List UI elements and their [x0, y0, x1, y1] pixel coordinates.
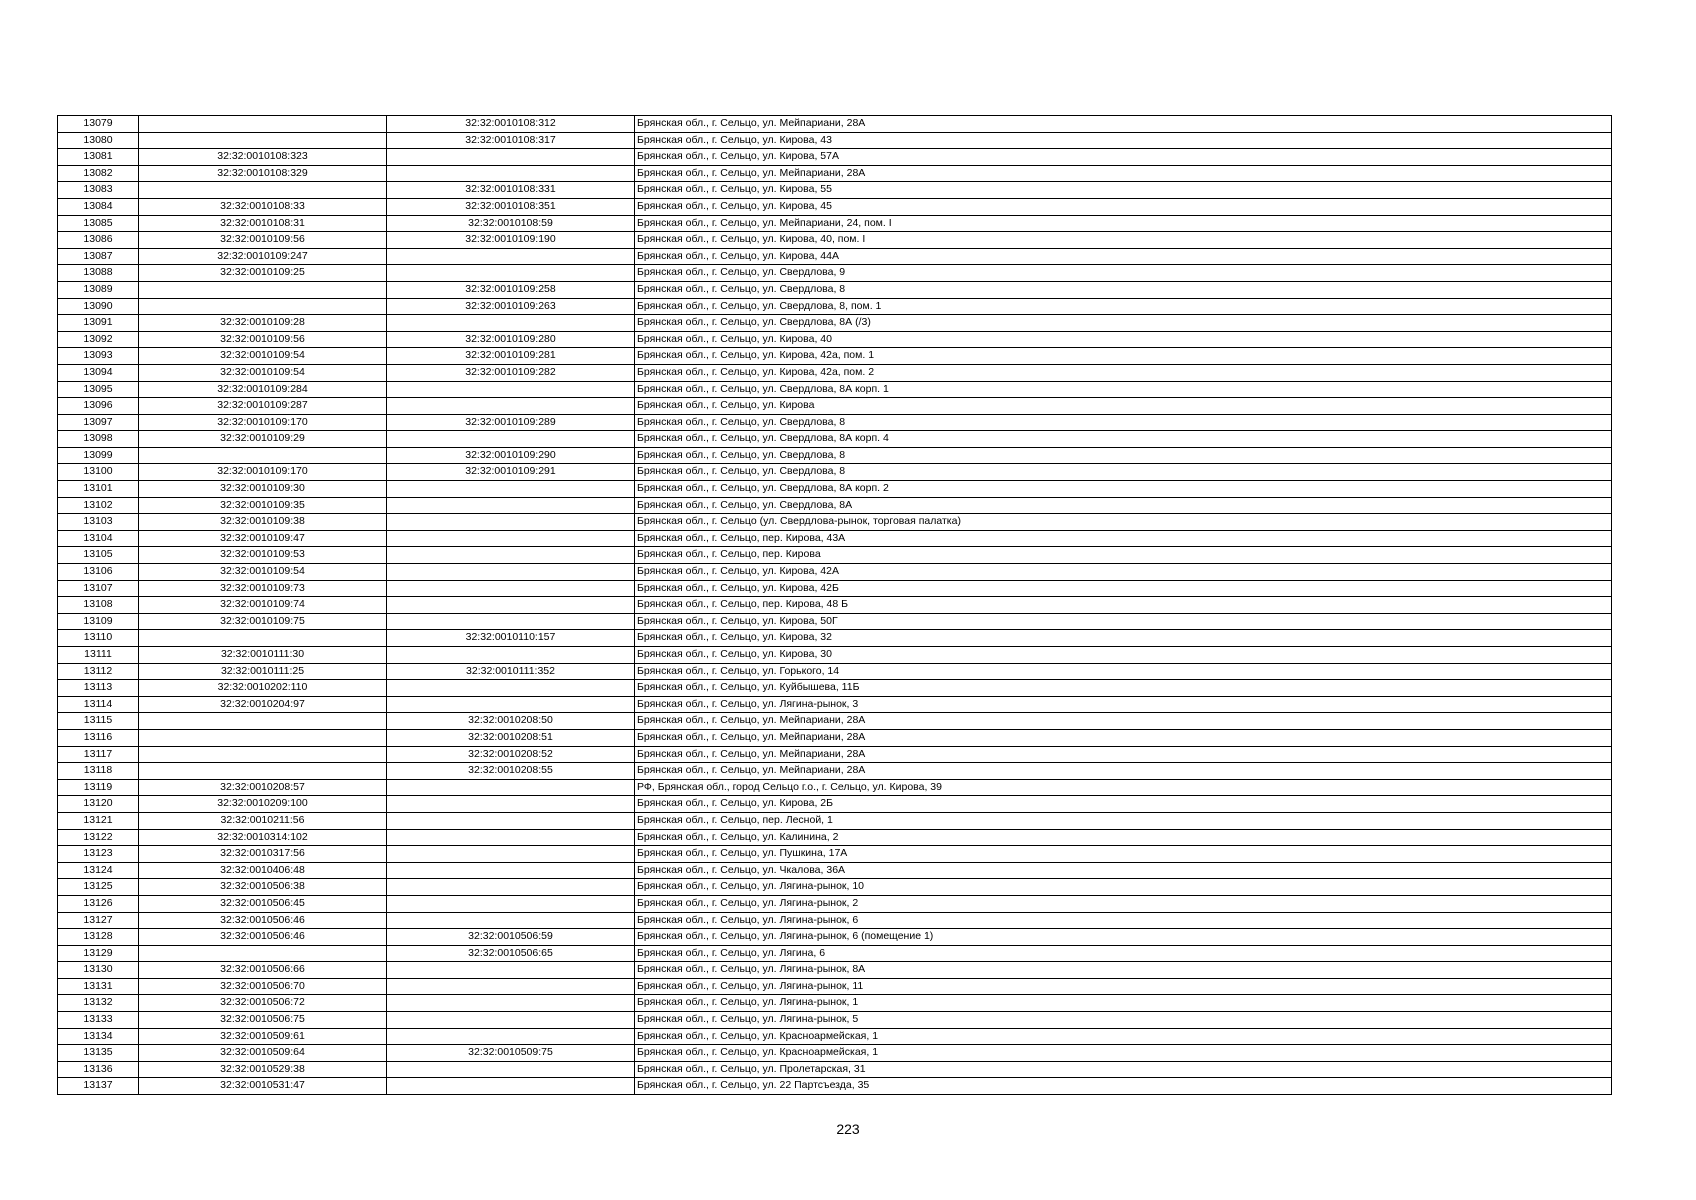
land-cadastral-number-cell: 32:32:0010109:170: [139, 414, 387, 431]
building-cadastral-number-cell: 32:32:0010109:190: [387, 232, 635, 249]
building-cadastral-number-cell: [387, 862, 635, 879]
row-number-cell: 13119: [58, 779, 139, 796]
land-cadastral-number-cell: 32:32:0010108:329: [139, 165, 387, 182]
table-row: [58, 165, 1612, 182]
table-row: [58, 895, 1612, 912]
land-cadastral-number-cell: 32:32:0010209:100: [139, 796, 387, 813]
row-number-cell: 13126: [58, 895, 139, 912]
building-cadastral-number-cell: [387, 613, 635, 630]
address-cell: Брянская обл., г. Сельцо, ул. Лягина-рынок, 11: [635, 978, 1612, 995]
row-number-cell: 13117: [58, 746, 139, 763]
land-cadastral-number-cell: [139, 447, 387, 464]
table-row: [58, 663, 1612, 680]
land-cadastral-number-cell: [139, 281, 387, 298]
address-cell: Брянская обл., г. Сельцо, ул. Кирова, 42А: [635, 564, 1612, 581]
building-cadastral-number-cell: 32:32:0010109:281: [387, 348, 635, 365]
land-cadastral-number-cell: 32:32:0010108:33: [139, 198, 387, 215]
land-cadastral-number-cell: 32:32:0010506:66: [139, 962, 387, 979]
address-cell: Брянская обл., г. Сельцо, ул. Пушкина, 17А: [635, 846, 1612, 863]
address-cell: Брянская обл., г. Сельцо, ул. Лягина-рынок, 5: [635, 1012, 1612, 1029]
building-cadastral-number-cell: 32:32:0010108:351: [387, 198, 635, 215]
land-cadastral-number-cell: [139, 729, 387, 746]
row-number-cell: 13102: [58, 497, 139, 514]
address-cell: Брянская обл., г. Сельцо, ул. Кирова, 45: [635, 198, 1612, 215]
address-cell: Брянская обл., г. Сельцо, ул. Чкалова, 36А: [635, 862, 1612, 879]
table-row: [58, 1078, 1612, 1095]
address-cell: Брянская обл., г. Сельцо, ул. Лягина-рынок, 8А: [635, 962, 1612, 979]
row-number-cell: 13120: [58, 796, 139, 813]
address-cell: Брянская обл., г. Сельцо, ул. Красноармейская, 1: [635, 1045, 1612, 1062]
building-cadastral-number-cell: 32:32:0010109:290: [387, 447, 635, 464]
building-cadastral-number-cell: [387, 315, 635, 332]
address-cell: Брянская обл., г. Сельцо, ул. Кирова, 42а, пом. 1: [635, 348, 1612, 365]
building-cadastral-number-cell: 32:32:0010109:282: [387, 364, 635, 381]
table-row: [58, 597, 1612, 614]
row-number-cell: 13134: [58, 1028, 139, 1045]
address-cell: Брянская обл., г. Сельцо, ул. Мейпариани, 28А: [635, 165, 1612, 182]
table-row: [58, 381, 1612, 398]
table-row: [58, 514, 1612, 531]
table-row: [58, 763, 1612, 780]
address-cell: Брянская обл., г. Сельцо, ул. Калинина, 2: [635, 829, 1612, 846]
table-row: [58, 746, 1612, 763]
table-row: [58, 1012, 1612, 1029]
address-cell: Брянская обл., г. Сельцо, пер. Кирова, 48 Б: [635, 597, 1612, 614]
land-cadastral-number-cell: 32:32:0010202:110: [139, 680, 387, 697]
address-cell: Брянская обл., г. Сельцо, ул. Свердлова, 8А: [635, 497, 1612, 514]
land-cadastral-number-cell: 32:32:0010506:45: [139, 895, 387, 912]
table-row: [58, 132, 1612, 149]
table-row: [58, 364, 1612, 381]
table-row: [58, 912, 1612, 929]
building-cadastral-number-cell: 32:32:0010208:55: [387, 763, 635, 780]
row-number-cell: 13091: [58, 315, 139, 332]
row-number-cell: 13086: [58, 232, 139, 249]
building-cadastral-number-cell: 32:32:0010109:289: [387, 414, 635, 431]
row-number-cell: 13116: [58, 729, 139, 746]
address-cell: РФ, Брянская обл., город Сельцо г.о., г. Сельцо, ул. Кирова, 39: [635, 779, 1612, 796]
building-cadastral-number-cell: 32:32:0010108:59: [387, 215, 635, 232]
building-cadastral-number-cell: 32:32:0010506:65: [387, 945, 635, 962]
row-number-cell: 13095: [58, 381, 139, 398]
table-row: [58, 680, 1612, 697]
land-cadastral-number-cell: 32:32:0010317:56: [139, 846, 387, 863]
building-cadastral-number-cell: [387, 829, 635, 846]
building-cadastral-number-cell: 32:32:0010109:280: [387, 331, 635, 348]
row-number-cell: 13092: [58, 331, 139, 348]
row-number-cell: 13087: [58, 248, 139, 265]
row-number-cell: 13100: [58, 464, 139, 481]
building-cadastral-number-cell: [387, 381, 635, 398]
building-cadastral-number-cell: [387, 149, 635, 166]
land-cadastral-number-cell: 32:32:0010109:284: [139, 381, 387, 398]
building-cadastral-number-cell: [387, 398, 635, 415]
row-number-cell: 13137: [58, 1078, 139, 1095]
table-row: [58, 696, 1612, 713]
row-number-cell: 13136: [58, 1061, 139, 1078]
row-number-cell: 13103: [58, 514, 139, 531]
land-cadastral-number-cell: 32:32:0010509:61: [139, 1028, 387, 1045]
address-cell: Брянская обл., г. Сельцо, ул. Кирова, 32: [635, 630, 1612, 647]
land-cadastral-number-cell: 32:32:0010108:31: [139, 215, 387, 232]
table-row: [58, 978, 1612, 995]
row-number-cell: 13115: [58, 713, 139, 730]
land-cadastral-number-cell: 32:32:0010531:47: [139, 1078, 387, 1095]
table-row: [58, 198, 1612, 215]
row-number-cell: 13127: [58, 912, 139, 929]
row-number-cell: 13123: [58, 846, 139, 863]
row-number-cell: 13110: [58, 630, 139, 647]
row-number-cell: 13129: [58, 945, 139, 962]
land-cadastral-number-cell: [139, 763, 387, 780]
row-number-cell: 13084: [58, 198, 139, 215]
address-cell: Брянская обл., г. Сельцо, ул. Мейпариани, 28А: [635, 746, 1612, 763]
row-number-cell: 13109: [58, 613, 139, 630]
table-row: [58, 431, 1612, 448]
building-cadastral-number-cell: [387, 1012, 635, 1029]
land-cadastral-number-cell: 32:32:0010109:74: [139, 597, 387, 614]
land-cadastral-number-cell: 32:32:0010109:30: [139, 481, 387, 498]
building-cadastral-number-cell: [387, 514, 635, 531]
land-cadastral-number-cell: 32:32:0010506:38: [139, 879, 387, 896]
row-number-cell: 13079: [58, 116, 139, 133]
table-row: [58, 1045, 1612, 1062]
row-number-cell: 13112: [58, 663, 139, 680]
row-number-cell: 13122: [58, 829, 139, 846]
table-row: [58, 547, 1612, 564]
address-cell: Брянская обл., г. Сельцо, ул. Горького, 14: [635, 663, 1612, 680]
building-cadastral-number-cell: 32:32:0010506:59: [387, 929, 635, 946]
building-cadastral-number-cell: [387, 680, 635, 697]
address-cell: Брянская обл., г. Сельцо, ул. Кирова, 2Б: [635, 796, 1612, 813]
land-cadastral-number-cell: 32:32:0010108:323: [139, 149, 387, 166]
table-row: [58, 414, 1612, 431]
row-number-cell: 13133: [58, 1012, 139, 1029]
row-number-cell: 13128: [58, 929, 139, 946]
address-cell: Брянская обл., г. Сельцо, ул. Кирова, 40, пом. I: [635, 232, 1612, 249]
land-cadastral-number-cell: 32:32:0010111:30: [139, 647, 387, 664]
row-number-cell: 13080: [58, 132, 139, 149]
building-cadastral-number-cell: 32:32:0010109:291: [387, 464, 635, 481]
address-cell: Брянская обл., г. Сельцо, ул. Лягина, 6: [635, 945, 1612, 962]
land-cadastral-number-cell: [139, 298, 387, 315]
table-row: [58, 862, 1612, 879]
row-number-cell: 13089: [58, 281, 139, 298]
building-cadastral-number-cell: 32:32:0010108:317: [387, 132, 635, 149]
building-cadastral-number-cell: 32:32:0010109:258: [387, 281, 635, 298]
row-number-cell: 13106: [58, 564, 139, 581]
land-cadastral-number-cell: 32:32:0010109:54: [139, 364, 387, 381]
table-row: [58, 729, 1612, 746]
land-cadastral-number-cell: 32:32:0010406:48: [139, 862, 387, 879]
row-number-cell: 13118: [58, 763, 139, 780]
row-number-cell: 13101: [58, 481, 139, 498]
address-cell: Брянская обл., г. Сельцо, ул. Кирова, 57А: [635, 149, 1612, 166]
building-cadastral-number-cell: 32:32:0010108:312: [387, 116, 635, 133]
row-number-cell: 13107: [58, 580, 139, 597]
land-cadastral-number-cell: 32:32:0010109:73: [139, 580, 387, 597]
address-cell: Брянская обл., г. Сельцо, ул. Свердлова, 8А корп. 1: [635, 381, 1612, 398]
building-cadastral-number-cell: [387, 1061, 635, 1078]
address-cell: Брянская обл., г. Сельцо, ул. Свердлова, 8А (/3): [635, 315, 1612, 332]
building-cadastral-number-cell: 32:32:0010111:352: [387, 663, 635, 680]
row-number-cell: 13135: [58, 1045, 139, 1062]
address-cell: Брянская обл., г. Сельцо, ул. Мейпариани, 24, пом. I: [635, 215, 1612, 232]
land-cadastral-number-cell: 32:32:0010109:170: [139, 464, 387, 481]
address-cell: Брянская обл., г. Сельцо, ул. Кирова, 42а, пом. 2: [635, 364, 1612, 381]
address-cell: Брянская обл., г. Сельцо, ул. Свердлова, 8, пом. 1: [635, 298, 1612, 315]
address-cell: Брянская обл., г. Сельцо, ул. Лягина-рынок, 2: [635, 895, 1612, 912]
land-cadastral-number-cell: 32:32:0010111:25: [139, 663, 387, 680]
address-cell: Брянская обл., г. Сельцо, ул. Кирова, 55: [635, 182, 1612, 199]
address-cell: Брянская обл., г. Сельцо, ул. Кирова, 40: [635, 331, 1612, 348]
table-row: [58, 398, 1612, 415]
row-number-cell: 13124: [58, 862, 139, 879]
building-cadastral-number-cell: [387, 265, 635, 282]
address-cell: Брянская обл., г. Сельцо, ул. Лягина-рынок, 3: [635, 696, 1612, 713]
registry-table-body: [58, 116, 1612, 1095]
row-number-cell: 13098: [58, 431, 139, 448]
address-cell: Брянская обл., г. Сельцо, ул. Пролетарская, 31: [635, 1061, 1612, 1078]
row-number-cell: 13105: [58, 547, 139, 564]
table-row: [58, 580, 1612, 597]
land-cadastral-number-cell: 32:32:0010109:29: [139, 431, 387, 448]
row-number-cell: 13088: [58, 265, 139, 282]
address-cell: Брянская обл., г. Сельцо, ул. Мейпариани, 28А: [635, 729, 1612, 746]
table-row: [58, 298, 1612, 315]
building-cadastral-number-cell: [387, 431, 635, 448]
land-cadastral-number-cell: 32:32:0010109:56: [139, 232, 387, 249]
table-row: [58, 481, 1612, 498]
table-row: [58, 232, 1612, 249]
land-cadastral-number-cell: 32:32:0010509:64: [139, 1045, 387, 1062]
table-row: [58, 829, 1612, 846]
building-cadastral-number-cell: [387, 564, 635, 581]
address-cell: Брянская обл., г. Сельцо, ул. Лягина-рынок, 6 (помещение 1): [635, 929, 1612, 946]
table-row: [58, 1061, 1612, 1078]
land-cadastral-number-cell: [139, 182, 387, 199]
table-row: [58, 779, 1612, 796]
building-cadastral-number-cell: 32:32:0010509:75: [387, 1045, 635, 1062]
row-number-cell: 13114: [58, 696, 139, 713]
building-cadastral-number-cell: [387, 796, 635, 813]
table-row: [58, 796, 1612, 813]
land-cadastral-number-cell: 32:32:0010204:97: [139, 696, 387, 713]
address-cell: Брянская обл., г. Сельцо, ул. Свердлова, 8: [635, 464, 1612, 481]
table-row: [58, 630, 1612, 647]
building-cadastral-number-cell: [387, 165, 635, 182]
table-row: [58, 713, 1612, 730]
row-number-cell: 13104: [58, 530, 139, 547]
building-cadastral-number-cell: [387, 597, 635, 614]
address-cell: Брянская обл., г. Сельцо, ул. Свердлова, 9: [635, 265, 1612, 282]
land-cadastral-number-cell: 32:32:0010109:247: [139, 248, 387, 265]
land-cadastral-number-cell: 32:32:0010314:102: [139, 829, 387, 846]
building-cadastral-number-cell: [387, 248, 635, 265]
land-cadastral-number-cell: 32:32:0010506:75: [139, 1012, 387, 1029]
address-cell: Брянская обл., г. Сельцо, ул. Кирова, 50Г: [635, 613, 1612, 630]
building-cadastral-number-cell: 32:32:0010208:52: [387, 746, 635, 763]
address-cell: Брянская обл., г. Сельцо, ул. Кирова, 44А: [635, 248, 1612, 265]
table-row: [58, 315, 1612, 332]
row-number-cell: 13090: [58, 298, 139, 315]
land-cadastral-number-cell: 32:32:0010109:56: [139, 331, 387, 348]
land-cadastral-number-cell: 32:32:0010109:53: [139, 547, 387, 564]
land-cadastral-number-cell: 32:32:0010109:54: [139, 564, 387, 581]
address-cell: Брянская обл., г. Сельцо, ул. Свердлова, 8А корп. 2: [635, 481, 1612, 498]
building-cadastral-number-cell: [387, 779, 635, 796]
building-cadastral-number-cell: [387, 879, 635, 896]
land-cadastral-number-cell: [139, 630, 387, 647]
table-row: [58, 348, 1612, 365]
building-cadastral-number-cell: [387, 647, 635, 664]
land-cadastral-number-cell: 32:32:0010506:70: [139, 978, 387, 995]
building-cadastral-number-cell: [387, 530, 635, 547]
row-number-cell: 13111: [58, 647, 139, 664]
table-row: [58, 281, 1612, 298]
row-number-cell: 13096: [58, 398, 139, 415]
building-cadastral-number-cell: [387, 497, 635, 514]
table-row: [58, 1028, 1612, 1045]
row-number-cell: 13099: [58, 447, 139, 464]
row-number-cell: 13130: [58, 962, 139, 979]
row-number-cell: 13131: [58, 978, 139, 995]
building-cadastral-number-cell: [387, 895, 635, 912]
address-cell: Брянская обл., г. Сельцо, ул. Куйбышева, 11Б: [635, 680, 1612, 697]
building-cadastral-number-cell: [387, 547, 635, 564]
address-cell: Брянская обл., г. Сельцо, ул. Свердлова, 8: [635, 281, 1612, 298]
land-cadastral-number-cell: 32:32:0010211:56: [139, 812, 387, 829]
land-cadastral-number-cell: [139, 746, 387, 763]
building-cadastral-number-cell: [387, 696, 635, 713]
table-row: [58, 879, 1612, 896]
building-cadastral-number-cell: [387, 978, 635, 995]
building-cadastral-number-cell: [387, 962, 635, 979]
address-cell: Брянская обл., г. Сельцо, пер. Кирова: [635, 547, 1612, 564]
address-cell: Брянская обл., г. Сельцо, пер. Кирова, 43А: [635, 530, 1612, 547]
building-cadastral-number-cell: [387, 1078, 635, 1095]
building-cadastral-number-cell: 32:32:0010110:157: [387, 630, 635, 647]
address-cell: Брянская обл., г. Сельцо, ул. Лягина-рынок, 6: [635, 912, 1612, 929]
address-cell: Брянская обл., г. Сельцо (ул. Свердлова-рынок, торговая палатка): [635, 514, 1612, 531]
address-cell: Брянская обл., г. Сельцо, ул. 22 Партсъезда, 35: [635, 1078, 1612, 1095]
building-cadastral-number-cell: [387, 1028, 635, 1045]
table-row: [58, 116, 1612, 133]
table-row: [58, 248, 1612, 265]
table-row: [58, 613, 1612, 630]
land-cadastral-number-cell: 32:32:0010109:47: [139, 530, 387, 547]
land-cadastral-number-cell: 32:32:0010109:28: [139, 315, 387, 332]
building-cadastral-number-cell: [387, 580, 635, 597]
building-cadastral-number-cell: [387, 812, 635, 829]
building-cadastral-number-cell: 32:32:0010109:263: [387, 298, 635, 315]
row-number-cell: 13082: [58, 165, 139, 182]
row-number-cell: 13094: [58, 364, 139, 381]
address-cell: Брянская обл., г. Сельцо, ул. Свердлова, 8А корп. 4: [635, 431, 1612, 448]
building-cadastral-number-cell: 32:32:0010108:331: [387, 182, 635, 199]
row-number-cell: 13083: [58, 182, 139, 199]
table-row: [58, 215, 1612, 232]
page-number: 223: [836, 1121, 860, 1137]
registry-table: [57, 115, 1612, 1095]
land-cadastral-number-cell: 32:32:0010506:46: [139, 912, 387, 929]
table-row: [58, 929, 1612, 946]
land-cadastral-number-cell: 32:32:0010109:35: [139, 497, 387, 514]
row-number-cell: 13085: [58, 215, 139, 232]
building-cadastral-number-cell: [387, 846, 635, 863]
table-row: [58, 530, 1612, 547]
table-row: [58, 265, 1612, 282]
building-cadastral-number-cell: 32:32:0010208:51: [387, 729, 635, 746]
table-row: [58, 464, 1612, 481]
address-cell: Брянская обл., г. Сельцо, ул. Кирова, 43: [635, 132, 1612, 149]
row-number-cell: 13121: [58, 812, 139, 829]
address-cell: Брянская обл., г. Сельцо, ул. Свердлова, 8: [635, 447, 1612, 464]
building-cadastral-number-cell: [387, 995, 635, 1012]
row-number-cell: 13108: [58, 597, 139, 614]
address-cell: Брянская обл., г. Сельцо, пер. Лесной, 1: [635, 812, 1612, 829]
row-number-cell: 13113: [58, 680, 139, 697]
table-row: [58, 149, 1612, 166]
table-row: [58, 331, 1612, 348]
address-cell: Брянская обл., г. Сельцо, ул. Мейпариани, 28А: [635, 116, 1612, 133]
land-cadastral-number-cell: 32:32:0010109:54: [139, 348, 387, 365]
address-cell: Брянская обл., г. Сельцо, ул. Лягина-рынок, 10: [635, 879, 1612, 896]
land-cadastral-number-cell: 32:32:0010208:57: [139, 779, 387, 796]
table-row: [58, 962, 1612, 979]
address-cell: Брянская обл., г. Сельцо, ул. Кирова, 42Б: [635, 580, 1612, 597]
table-row: [58, 995, 1612, 1012]
land-cadastral-number-cell: 32:32:0010529:38: [139, 1061, 387, 1078]
table-row: [58, 945, 1612, 962]
address-cell: Брянская обл., г. Сельцо, ул. Мейпариани, 28А: [635, 763, 1612, 780]
table-row: [58, 447, 1612, 464]
row-number-cell: 13097: [58, 414, 139, 431]
address-cell: Брянская обл., г. Сельцо, ул. Мейпариани, 28А: [635, 713, 1612, 730]
table-row: [58, 647, 1612, 664]
land-cadastral-number-cell: 32:32:0010506:46: [139, 929, 387, 946]
address-cell: Брянская обл., г. Сельцо, ул. Кирова: [635, 398, 1612, 415]
table-row: [58, 812, 1612, 829]
address-cell: Брянская обл., г. Сельцо, ул. Красноармейская, 1: [635, 1028, 1612, 1045]
building-cadastral-number-cell: [387, 481, 635, 498]
table-row: [58, 846, 1612, 863]
building-cadastral-number-cell: 32:32:0010208:50: [387, 713, 635, 730]
land-cadastral-number-cell: 32:32:0010109:287: [139, 398, 387, 415]
row-number-cell: 13093: [58, 348, 139, 365]
row-number-cell: 13132: [58, 995, 139, 1012]
row-number-cell: 13125: [58, 879, 139, 896]
land-cadastral-number-cell: [139, 116, 387, 133]
land-cadastral-number-cell: 32:32:0010109:75: [139, 613, 387, 630]
row-number-cell: 13081: [58, 149, 139, 166]
land-cadastral-number-cell: [139, 713, 387, 730]
table-row: [58, 182, 1612, 199]
address-cell: Брянская обл., г. Сельцо, ул. Лягина-рынок, 1: [635, 995, 1612, 1012]
building-cadastral-number-cell: [387, 912, 635, 929]
land-cadastral-number-cell: 32:32:0010109:25: [139, 265, 387, 282]
address-cell: Брянская обл., г. Сельцо, ул. Свердлова, 8: [635, 414, 1612, 431]
table-row: [58, 497, 1612, 514]
table-row: [58, 564, 1612, 581]
land-cadastral-number-cell: [139, 132, 387, 149]
land-cadastral-number-cell: [139, 945, 387, 962]
address-cell: Брянская обл., г. Сельцо, ул. Кирова, 30: [635, 647, 1612, 664]
land-cadastral-number-cell: 32:32:0010109:38: [139, 514, 387, 531]
land-cadastral-number-cell: 32:32:0010506:72: [139, 995, 387, 1012]
